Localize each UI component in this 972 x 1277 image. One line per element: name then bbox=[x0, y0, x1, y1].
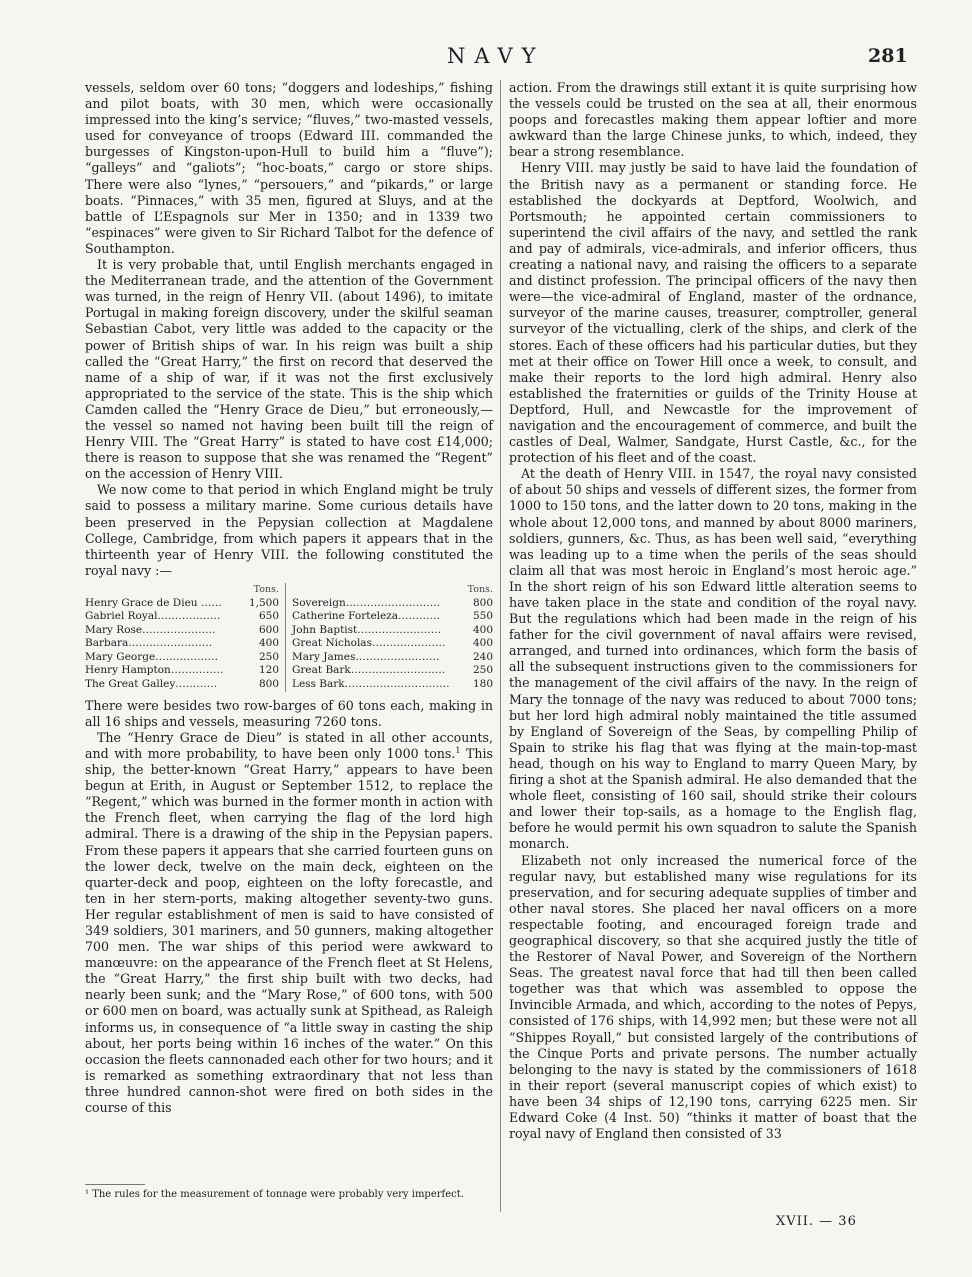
signature-mark: XVII. — 36 bbox=[776, 1214, 857, 1229]
table-row bbox=[85, 624, 493, 638]
ship-tons: 600 bbox=[258, 623, 279, 636]
table-row bbox=[85, 664, 493, 678]
ship-tons: 800 bbox=[472, 596, 493, 609]
ship-tons: 250 bbox=[258, 650, 279, 663]
paragraph-text: The “Henry Grace de Dieu” is stated in all other accounts, and with more probability, to have been only 1000 tons. bbox=[85, 729, 493, 761]
ship-name: Less Bark………………………… bbox=[286, 678, 460, 692]
ship-name: Sovereign……………………… bbox=[286, 597, 460, 611]
ship-name: John Baptist…………………… bbox=[286, 624, 460, 638]
tons-header-left: Tons. bbox=[253, 583, 279, 595]
paragraph: vessels, seldom over 60 tons; “doggers and lodeships,” fishing and pilot boats, with 30 men, which were occasionally impressed into the king’s service; “fluves,” two-masted vessels, used for conveyance of troops (Edward III. commanded the burgesses of Kingston-upon-Hull to build him a “fluve”); “galleys” and “galiots”; “hoc-boats,” cargo or store ships. There were also “lynes,” “persouers,” and “pikards,” or large boats. “Pinnaces,” with 35 men, figured at Sluys, and at the battle of L’Espagnols sur Mer in 1350; and in 1339 two “espinaces” were given to Sir Richard Talbot for the defence of Southampton. bbox=[85, 80, 493, 256]
ship-tons: 400 bbox=[472, 637, 493, 650]
paragraph: It is very probable that, until English merchants engaged in the Mediterranean trade, and the attention of the Government was turned, in the reign of Henry VII. (about 1496), to imitate Portugal in making foreign discovery, under the skilful seaman Sebastian Cabot, very little was added to the capacity or the power of British ships of war. In his reign was built a ship called the “Great Harry,” the first on record that deserved the name of a ship of war, if it was not the first exclusively appropriated to the service of the state. This is the ship which Camden called the “Henry Grace de Dieu,” but erroneously,—the vessel so named not having been built till the reign of Henry VIII. The “Great Harry” is stated to have cost £14,000; there is reason to suppose that she was renamed the “Regent” on the accession of Henry VIII. bbox=[85, 257, 493, 482]
paragraph: At the death of Henry VIII. in 1547, the royal navy consisted of about 50 ships and vessels of different sizes, the former from 1000 to 150 tons, and the latter down to 20 tons, making in the whole about 12,000 tons, and manned by about 8000 mariners, soldiers, gunners, &c. Thus, as has been well said, “everything was leading up to a time when the perils of the seas should claim all that was most heroic in England’s most heroic age.” In the short reign of his son Edward little alteration seems to have taken place in the state and condition of the royal navy. But the regulations which had been made in the reign of his father for the civil government of naval affairs were revised, arranged, and turned into ordinances, which form the basis of all the subsequent instructions given to the commissioners for the management of the civil affairs of the navy. In the reign of Mary the tonnage of the navy was reduced to about 7000 tons; but her lord high admiral nobly maintained the title assumed by England of Sovereign of the Seas, by compelling Philip of Spain to strike his flag that was flying at the main-top-mast head, though on his way to England to marry Queen Mary, by firing a shot at the Spanish admiral. He also demanded that the whole fleet, consisting of 160 sail, should strike their colours and lower their top-sails, as a homage to the English flag, before he would permit his own squadron to salute the Spanish monarch. bbox=[509, 466, 917, 852]
paragraph: action. From the drawings still extant it is quite surprising how the vessels could be trusted on the sea at all, their enormous poops and forecastles making them appear loftier and more awkward than the large Chinese junks, to which, indeed, they bear a strong resemblance. bbox=[509, 80, 917, 160]
ship-tons: 800 bbox=[258, 678, 279, 691]
ship-tons: 400 bbox=[258, 637, 279, 650]
paragraph bbox=[85, 730, 493, 1116]
ship-name: Great Bark……………………… bbox=[286, 664, 460, 678]
ship-tons: 650 bbox=[258, 610, 279, 623]
ship-tons: 250 bbox=[472, 664, 493, 677]
paragraph: There were besides two row-barges of 60 tons each, making in all 16 ships and vessels, measuring 7260 tons. bbox=[85, 697, 493, 729]
table-row bbox=[85, 637, 493, 651]
column-divider bbox=[500, 80, 501, 1212]
ship-name: Henry Hampton…………… bbox=[85, 664, 224, 677]
paragraph-text: This ship, the better-known “Great Harry,” appears to have been begun at Erith, in August or September 1512, to replace the “Regent,” which was burned in the former month in action with the French fleet, when carrying the flag of the lord high admiral. There is a drawing of the ship in the Pepysian papers. From these papers it appears that she carried fourteen guns on the lower deck, twelve on the main deck, eighteen on the quarter-deck and poop, eighteen on the lofty forecastle, and ten in her stern-ports, making altogether seventy-two guns. Her regular establishment of men is said to have consisted of 349 soldiers, 301 mariners, and 50 gunners, making altogether 700 men. The war ships of this period were awkward to manœuvre: on the appearance of the French fleet at St Helens, the “Great Harry,” the first ship built with two decks, had nearly been sunk; and the “Mary Rose,” of 600 tons, with 500 or 600 men on board, was actually sunk at Spithead, as Raleigh informs us, in consequence of “a little sway in casting the ship about, her ports being within 16 inches of the water.” On this occasion the fleets cannonaded each other for two hours; and it is remarked as something extraordinary that not less than three hundred cannon-shot were fired on both sides in the course of this bbox=[85, 745, 494, 1115]
table-row bbox=[85, 678, 493, 692]
page-number: 281 bbox=[868, 45, 908, 67]
paragraph: We now come to that period in which England might be truly said to possess a military marine. Some curious details have been preserved in the Pepysian collection at Magdalene College, Cambridge, from which papers it appears that in the thirteenth year of Henry VIII. the following constituted the royal navy :— bbox=[85, 482, 493, 578]
running-head-title: NAVY bbox=[447, 44, 545, 68]
footnote: ¹ The rules for the measurement of tonnage were probably very imperfect. bbox=[85, 1189, 464, 1200]
ship-name: Mary George……………… bbox=[85, 650, 219, 663]
tonnage-table bbox=[85, 583, 493, 692]
right-column bbox=[509, 80, 917, 1142]
table-header-row bbox=[85, 583, 493, 597]
ship-name: Barbara…………………… bbox=[85, 637, 213, 650]
tons-header-right: Tons. bbox=[467, 583, 493, 595]
ship-tons: 240 bbox=[472, 650, 493, 663]
ship-name: Henry Grace de Dieu …… bbox=[85, 596, 222, 609]
ship-name: Mary Rose………………… bbox=[85, 623, 216, 636]
paragraph: Henry VIII. may justly be said to have laid the foundation of the British navy as a permanent or standing force. He established the dockyards at Deptford, Woolwich, and Portsmouth; he appointed certain commissioners to superintend the civil affairs of the navy, and settled the rank and pay of admirals, vice-admirals, and inferior officers, thus creating a national navy, and raising the officers to a separate and distinct profession. The principal officers of the navy then were—the vice-admiral of England, master of the ordnance, surveyor of the marine causes, treasurer, comptroller, general surveyor of the victualling, clerk of the ships, and clerk of the stores. Each of these officers had his particular duties, but they met at their office on Tower Hill once a week, to consult, and make their reports to the lord high admiral. Henry also established the fraternities or guilds of the Trinity House at Deptford, Hull, and Newcastle for the improvement of navigation and the encouragement of commerce, and built the castles of Deal, Walmer, Sandgate, Hurst Castle, &c., for the protection of his fleet and of the coast. bbox=[509, 160, 917, 466]
ship-name: Mary James…………………… bbox=[286, 651, 460, 665]
ship-name: Catherine Forteleza………… bbox=[286, 610, 460, 624]
table-row bbox=[85, 651, 493, 665]
table-row bbox=[85, 597, 493, 611]
footnote-divider bbox=[85, 1184, 145, 1185]
ship-name: The Great Galley………… bbox=[85, 678, 218, 691]
ship-tons: 550 bbox=[472, 610, 493, 623]
footnote-marker: 1 bbox=[455, 745, 461, 755]
ship-tons: 400 bbox=[472, 623, 493, 636]
ship-tons: 1,500 bbox=[248, 596, 279, 609]
table-row bbox=[85, 610, 493, 624]
ship-name: Great Nicholas………………… bbox=[286, 637, 460, 651]
paragraph: Elizabeth not only increased the numerical force of the regular navy, but established many wise regulations for its preservation, and for securing adequate supplies of timber and other naval stores. She placed her naval officers on a more respectable footing, and encouraged foreign trade and geographical discovery, so that she acquired justly the title of the Restorer of Naval Power, and Sovereign of the Northern Seas. The greatest naval force that had till then been called together was that which was assembled to oppose the Invincible Armada, and which, according to the notes of Pepys, consisted of 176 ships, with 14,992 men; but these were not all “Shippes Royall,” but consisted largely of the contributions of the Cinque Ports and private persons. The number actually belonging to the navy is stated by the commissioners of 1618 in their report (several manuscript copies of which exist) to have been 34 ships of 12,190 tons, carrying 6225 men. Sir Edward Coke (4 Inst. 50) “thinks it matter of boast that the royal navy of England then consisted of 33 bbox=[509, 852, 917, 1142]
ship-name: Gabriel Royal……………… bbox=[85, 610, 221, 623]
ship-tons: 180 bbox=[472, 678, 493, 691]
left-column bbox=[85, 80, 493, 1116]
ship-tons: 120 bbox=[258, 664, 279, 677]
